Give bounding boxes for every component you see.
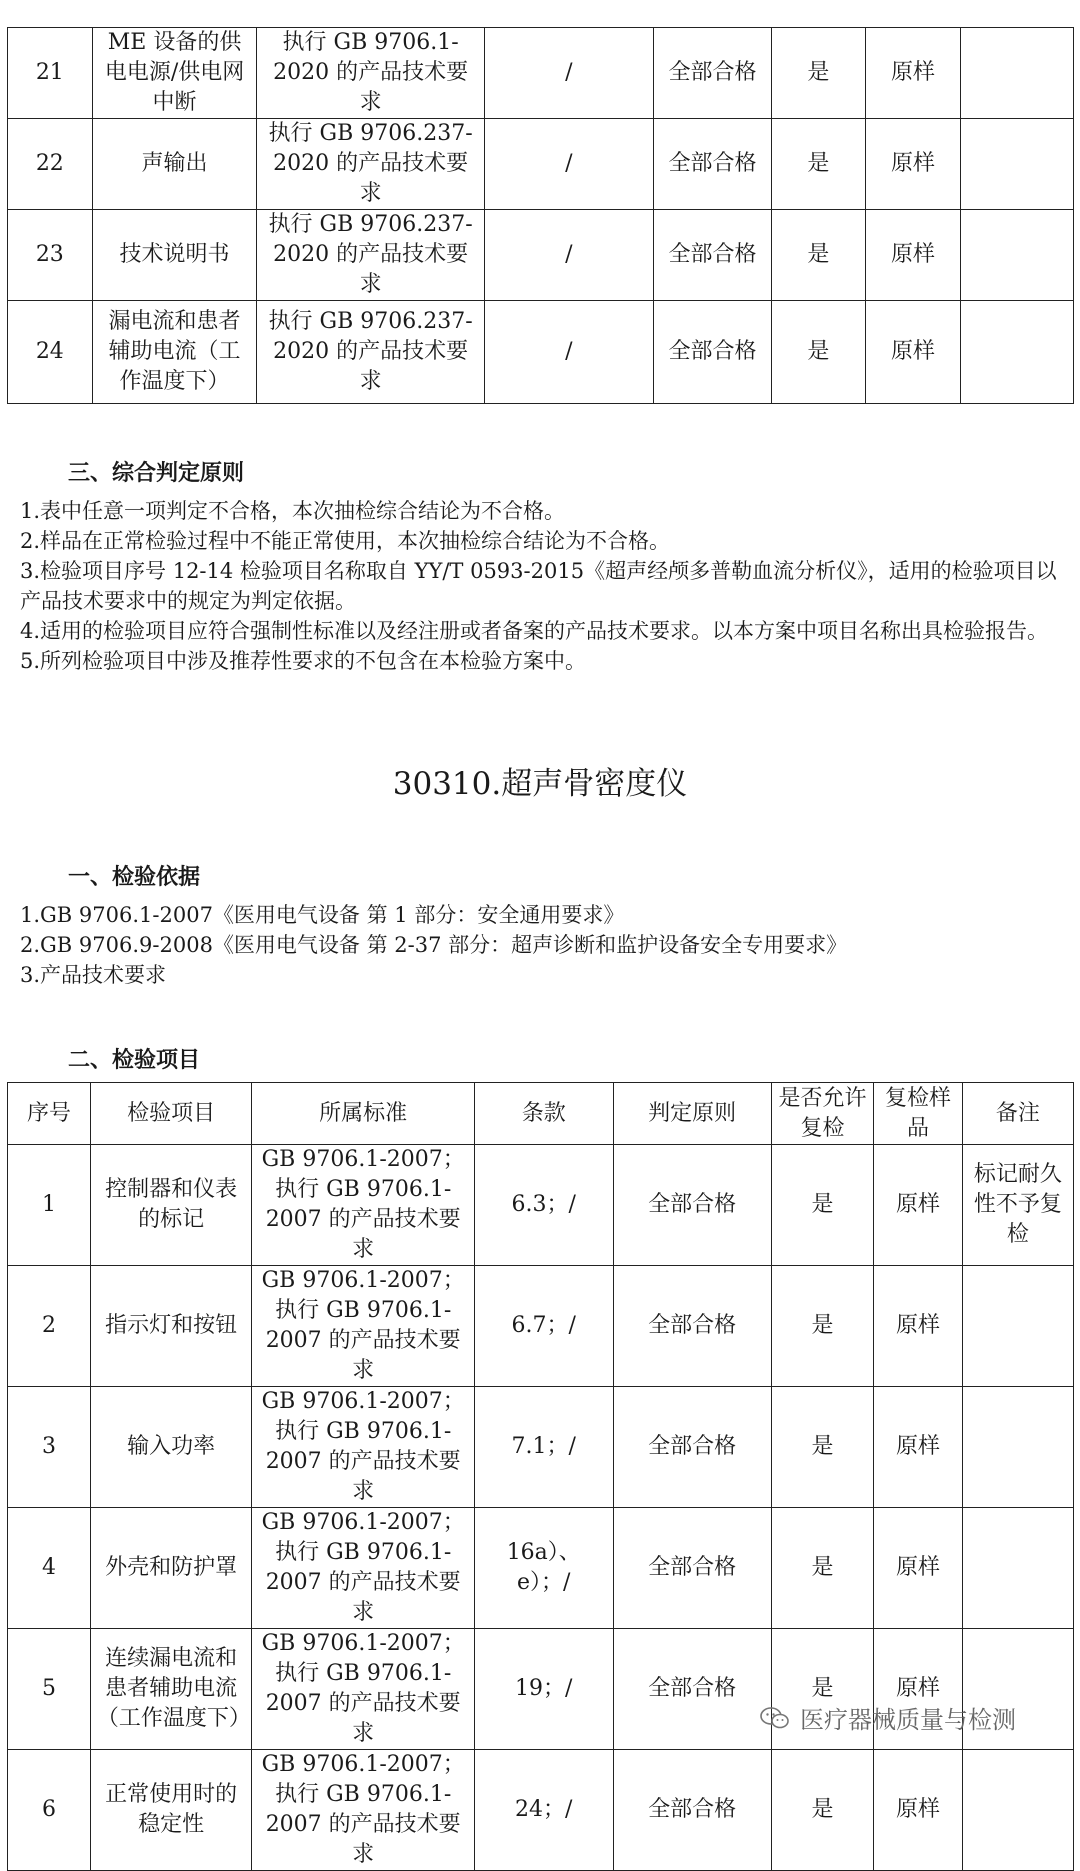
header-retest: 是否允许复检 <box>771 1083 874 1145</box>
cell-std: 执行 GB 9706.237-2020 的产品技术要求 <box>257 119 484 210</box>
cell-item: 正常使用时的稳定性 <box>90 1750 251 1871</box>
judgement-item: 2.样品在正常检验过程中不能正常使用，本次抽检综合结论为不合格。 <box>20 529 671 553</box>
cell-retest: 是 <box>772 210 866 301</box>
cell-item: 声输出 <box>92 119 257 210</box>
cell-retest: 是 <box>771 1750 874 1871</box>
table-header-row <box>8 1083 1074 1145</box>
cell-item: 外壳和防护罩 <box>90 1508 251 1629</box>
cell-rule: 全部合格 <box>654 301 772 404</box>
cell-item: ME 设备的供电电源/供电网中断 <box>92 28 257 119</box>
cell-rule: 全部合格 <box>613 1750 771 1871</box>
cell-no: 6 <box>8 1750 91 1871</box>
cell-rule: 全部合格 <box>654 210 772 301</box>
cell-rule: 全部合格 <box>654 119 772 210</box>
header-no: 序号 <box>8 1083 91 1145</box>
cell-note: 标记耐久性不予复检 <box>962 1145 1073 1266</box>
table-row <box>8 1266 1074 1387</box>
inspection-items-table <box>7 1082 1074 1871</box>
header-standard: 所属标准 <box>252 1083 475 1145</box>
document-title: 30310.超声骨密度仪 <box>392 766 688 802</box>
cell-rule: 全部合格 <box>613 1629 771 1750</box>
cell-sample: 原样 <box>874 1750 962 1871</box>
inspection-table-continued <box>7 27 1074 404</box>
cell-clause: 19；/ <box>474 1629 613 1750</box>
cell-retest: 是 <box>771 1387 874 1508</box>
header-rule: 判定原则 <box>613 1083 771 1145</box>
cell-sample: 原样 <box>865 119 961 210</box>
cell-item: 控制器和仪表的标记 <box>90 1145 251 1266</box>
cell-rule: 全部合格 <box>654 28 772 119</box>
basis-item: 3.产品技术要求 <box>20 963 167 987</box>
cell-rule: 全部合格 <box>613 1508 771 1629</box>
cell-no: 4 <box>8 1508 91 1629</box>
cell-no: 23 <box>8 210 93 301</box>
table-row <box>8 1508 1074 1629</box>
cell-clause: / <box>484 210 653 301</box>
cell-retest: 是 <box>772 301 866 404</box>
cell-std: GB 9706.1-2007；执行 GB 9706.1-2007 的产品技术要求 <box>252 1145 475 1266</box>
header-sample: 复检样品 <box>874 1083 962 1145</box>
header-item: 检验项目 <box>90 1083 251 1145</box>
cell-item: 漏电流和患者辅助电流（工作温度下） <box>92 301 257 404</box>
cell-rule: 全部合格 <box>613 1387 771 1508</box>
cell-no: 2 <box>8 1266 91 1387</box>
cell-no: 5 <box>8 1629 91 1750</box>
header-note: 备注 <box>962 1083 1073 1145</box>
cell-clause: 6.3；/ <box>474 1145 613 1266</box>
cell-clause: 16a）、e）；/ <box>474 1508 613 1629</box>
cell-clause: / <box>484 28 653 119</box>
section-heading-items: 二、检验项目 <box>68 1048 201 1073</box>
table-row <box>8 210 1074 301</box>
table-row <box>8 301 1074 404</box>
cell-std: GB 9706.1-2007；执行 GB 9706.1-2007 的产品技术要求 <box>252 1629 475 1750</box>
cell-clause: / <box>484 301 653 404</box>
cell-item: 连续漏电流和患者辅助电流（工作温度下） <box>90 1629 251 1750</box>
cell-note <box>962 1508 1073 1629</box>
cell-retest: 是 <box>771 1266 874 1387</box>
cell-std: GB 9706.1-2007；执行 GB 9706.1-2007 的产品技术要求 <box>252 1266 475 1387</box>
cell-note <box>962 1750 1073 1871</box>
basis-item: 2.GB 9706.9-2008《医用电气设备 第 2-37 部分：超声诊断和监护设备安全专用要求》 <box>20 933 848 957</box>
header-clause: 条款 <box>474 1083 613 1145</box>
basis-list <box>20 900 1065 990</box>
section-heading-judgement: 三、综合判定原则 <box>68 461 245 486</box>
watermark-text: 医疗器械质量与检测 <box>800 1706 1016 1734</box>
cell-item: 技术说明书 <box>92 210 257 301</box>
cell-clause: 7.1；/ <box>474 1387 613 1508</box>
cell-std: 执行 GB 9706.237-2020 的产品技术要求 <box>257 210 484 301</box>
cell-std: GB 9706.1-2007；执行 GB 9706.1-2007 的产品技术要求 <box>252 1387 475 1508</box>
cell-retest: 是 <box>771 1508 874 1629</box>
watermark <box>760 1700 1016 1735</box>
judgement-item: 5.所列检验项目中涉及推荐性要求的不包含在本检验方案中。 <box>20 649 587 673</box>
wechat-icon <box>760 1706 790 1730</box>
table-row <box>8 1145 1074 1266</box>
cell-note <box>962 1266 1073 1387</box>
judgement-list <box>20 496 1065 676</box>
cell-retest: 是 <box>772 28 866 119</box>
cell-std: 执行 GB 9706.1-2020 的产品技术要求 <box>257 28 484 119</box>
cell-note <box>961 28 1074 119</box>
cell-sample: 原样 <box>865 210 961 301</box>
cell-retest: 是 <box>771 1629 874 1750</box>
table-row <box>8 119 1074 210</box>
cell-note <box>962 1387 1073 1508</box>
cell-item: 指示灯和按钮 <box>90 1266 251 1387</box>
cell-no: 21 <box>8 28 93 119</box>
cell-retest: 是 <box>772 119 866 210</box>
judgement-item: 3.检验项目序号 12-14 检验项目名称取自 YY/T 0593-2015《超声经颅多普勒血流分析仪》，适用的检验项目以产品技术要求中的规定为判定依据。 <box>20 559 1057 613</box>
cell-std: GB 9706.1-2007；执行 GB 9706.1-2007 的产品技术要求 <box>252 1508 475 1629</box>
cell-note <box>961 301 1074 404</box>
cell-sample: 原样 <box>874 1387 962 1508</box>
cell-item: 输入功率 <box>90 1387 251 1508</box>
cell-sample: 原样 <box>874 1629 962 1750</box>
cell-std: 执行 GB 9706.237-2020 的产品技术要求 <box>257 301 484 404</box>
table-row <box>8 28 1074 119</box>
judgement-item: 1.表中任意一项判定不合格，本次抽检综合结论为不合格。 <box>20 499 566 523</box>
cell-std: GB 9706.1-2007；执行 GB 9706.1-2007 的产品技术要求 <box>252 1750 475 1871</box>
table-row <box>8 1750 1074 1871</box>
basis-item: 1.GB 9706.1-2007《医用电气设备 第 1 部分：安全通用要求》 <box>20 903 625 927</box>
judgement-item: 4.适用的检验项目应符合强制性标准以及经注册或者备案的产品技术要求。以本方案中项目名称出具检验报告。 <box>20 619 1049 643</box>
cell-clause: / <box>484 119 653 210</box>
cell-sample: 原样 <box>874 1508 962 1629</box>
cell-retest: 是 <box>771 1145 874 1266</box>
cell-note <box>961 119 1074 210</box>
table-row <box>8 1387 1074 1508</box>
cell-sample: 原样 <box>874 1145 962 1266</box>
cell-rule: 全部合格 <box>613 1266 771 1387</box>
cell-clause: 24；/ <box>474 1750 613 1871</box>
cell-rule: 全部合格 <box>613 1145 771 1266</box>
cell-no: 22 <box>8 119 93 210</box>
cell-no: 1 <box>8 1145 91 1266</box>
section-heading-basis: 一、检验依据 <box>68 865 201 890</box>
cell-sample: 原样 <box>874 1266 962 1387</box>
cell-sample: 原样 <box>865 301 961 404</box>
cell-sample: 原样 <box>865 28 961 119</box>
cell-no: 3 <box>8 1387 91 1508</box>
cell-no: 24 <box>8 301 93 404</box>
cell-clause: 6.7；/ <box>474 1266 613 1387</box>
cell-note <box>961 210 1074 301</box>
